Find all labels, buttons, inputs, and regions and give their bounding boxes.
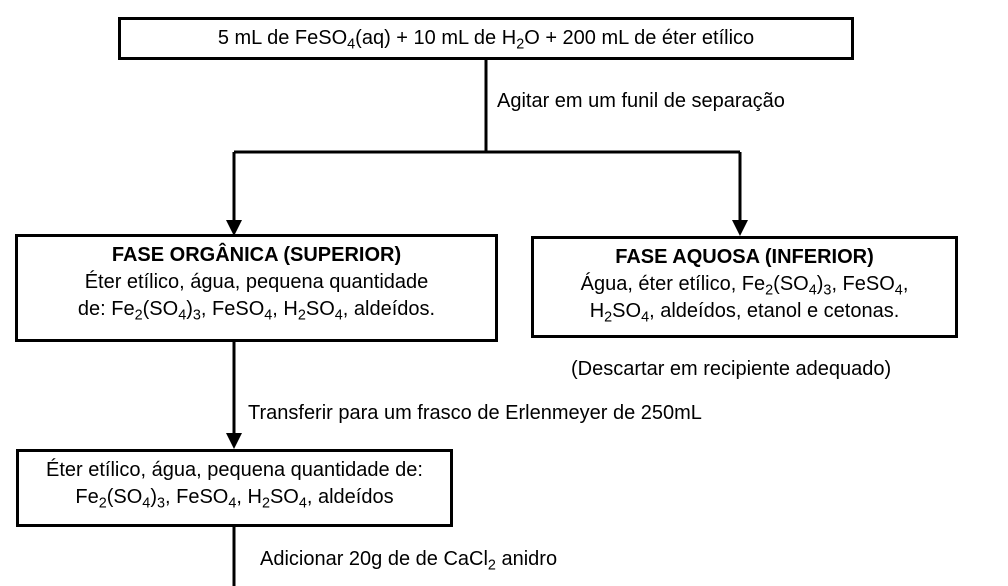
organic-phase-line2: de: $Fe_2(SO_4)_3$, FeSO$_4$, $H_2SO_4$, aldeídos. xyxy=(77,298,436,324)
aqueous-phase-box xyxy=(531,236,958,338)
step-add-cacl2-label: Adicionar 20g de de CaCl$_2$ anidro xyxy=(260,548,558,574)
organic-phase-line1: Éter etílico, água, pequena quantidade xyxy=(84,271,429,293)
arrowhead-final xyxy=(226,433,242,449)
start-text-sub: 2 xyxy=(516,36,525,53)
final-mixture-box xyxy=(16,449,453,527)
final-mixture-line2: $Fe_2(SO_4)_3$, FeSO$_4$, $H_2SO_4$, aldeídos xyxy=(75,486,394,512)
step-transfer-label: Transferir para um frasco de Erlenmeyer de 250mL xyxy=(248,402,702,424)
aqueous-phase-line2: $H_2SO_4$, aldeídos, etanol e cetonas. xyxy=(589,300,900,326)
organic-phase-box xyxy=(15,234,498,342)
discard-note: (Descartar em recipiente adequado) xyxy=(571,358,892,380)
aqueous-phase-title: FASE AQUOSA (INFERIOR) xyxy=(615,246,874,268)
arrowhead-right xyxy=(732,220,748,236)
start-text-part: 5 mL de FeSO xyxy=(217,27,348,49)
final-mixture-line1: Éter etílico, água, pequena quantidade de: xyxy=(46,459,423,481)
start-text-sub: 4 xyxy=(347,36,356,53)
organic-phase-title: FASE ORGÂNICA (SUPERIOR) xyxy=(111,244,402,266)
step-shake-label: Agitar em um funil de separação xyxy=(497,90,785,112)
start-text-part: O + 200 mL de éter etílico xyxy=(524,27,755,49)
aqueous-phase-line1: Água, éter etílico, $Fe_2(SO_4)_3$, FeSO$_4$, xyxy=(580,273,909,299)
start-reagents-box xyxy=(118,17,854,60)
start-text-part: (aq) + 10 mL de H xyxy=(355,27,517,49)
